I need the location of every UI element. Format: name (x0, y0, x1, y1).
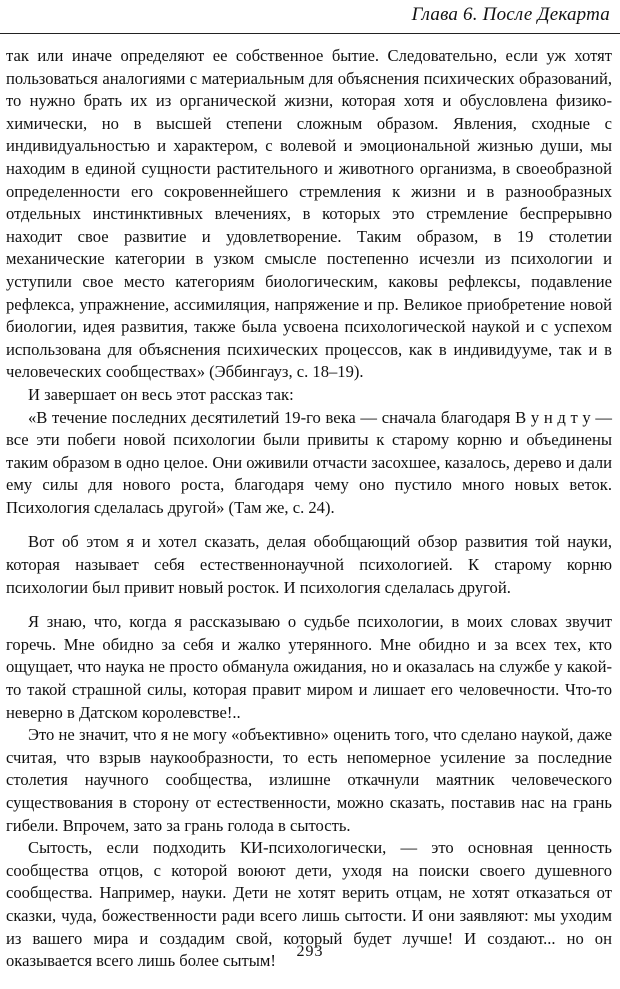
running-title: Глава 6. После Декарта (411, 4, 610, 25)
paragraph-intro-quote: И завершает он весь этот рассказ так: (28, 384, 294, 404)
page-number: 293 (296, 943, 324, 960)
body-text (6, 45, 612, 973)
paragraph-satiety: Сытость, если подходить КИ-психологически, — это основная ценность сообщества отцов, с которой воюют дети, уходя на поиски своего душевного сообщества. Например, науки. Дети не хотят верить отцам, не хотят отказаться от сказки, чуда, божественности ради всего лишь сытости. И они заявляют: мы уходим из вашего мира и создадим свой, который будет лучше! И создают... но он оказывается всего лишь более сытым! (6, 838, 612, 971)
paragraph-bitterness: Я знаю, что, когда я рассказываю о судьбе психологии, в моих словах звучит горечь. Мне обидно за себя и жалко утерянного. Мне обидно и за всех тех, кто ощущает, что наука не просто обманула ожидания, но и оказалась на службе у какой-то такой страшной силы, которая правит миром и лишает его человечности. Что-то неверно в Датском королевстве!.. (6, 612, 612, 722)
paragraph-objectivity: Это не значит, что я не могу «объективно» оценить того, что сделано наукой, даже считая, что взрыв наукообразности, то есть непомерное усиление за последние столетия научного сообщества, излишне откачнули маятник человеческого существования в сторону от естественности, можно сказать, поставив нас на грань гибели. Впрочем, зато за грань голода в сытость. (6, 725, 612, 835)
paragraph-summary: Вот об этом я и хотел сказать, делая обобщающий обзор развития той науки, которая называет себя естественнонаучной психологией. К старому корню психологии был привит новый росток. И психология сделалась другой. (6, 532, 612, 597)
paragraph-quote-wundt: «В течение последних десятилетий 19-го века — сначала благодаря В у н д т у — все эти побеги новой психологии были привиты к старому корню и объединены таким образом в одно целое. Они оживили отчасти засохшее, казалось, дерево и дали ему силы для нового роста, благодаря чему оно пустило много новых веток. Психология сделалась другой» (Там же, с. 24). (6, 407, 612, 517)
header-rule (0, 33, 620, 34)
paragraph-quote-continuation: так или иначе определяют ее собственное бытие. Следовательно, если уж хотят пользоваться аналогиями с материальным для объяснения психических образований, то нужно брать их из органической жизни, которая хотя и обусловлена физико-химически, но в высшей степени сложным образом. Явления, сходные с индивидуальностью и характером, с волевой и эмоциональной жизнью души, мы находим в единой сущности растительного и животного организма, в своеобразной определенности его сокровеннейшего стремления к жизни и в разнообразных отдельных инстинктивных влечениях, в которых это стремление беспрерывно находит свое развитие и удовлетворение. Таким образом, в 19 столетии механические категории в узком смысле постепенно исчезли из психологии и уступили свое место категориям биологическим, каковы рефлексы, подавление рефлекса, упражнение, ассимиляция, напряжение и пр. Великое приобретение новой биологии, идея развития, также была усвоена психологической наукой и с успехом использована для объяснения психических процессов, как в индивидууме, так и в человеческих сообществах» (Эббингауз, с. 18–19). (6, 46, 612, 382)
